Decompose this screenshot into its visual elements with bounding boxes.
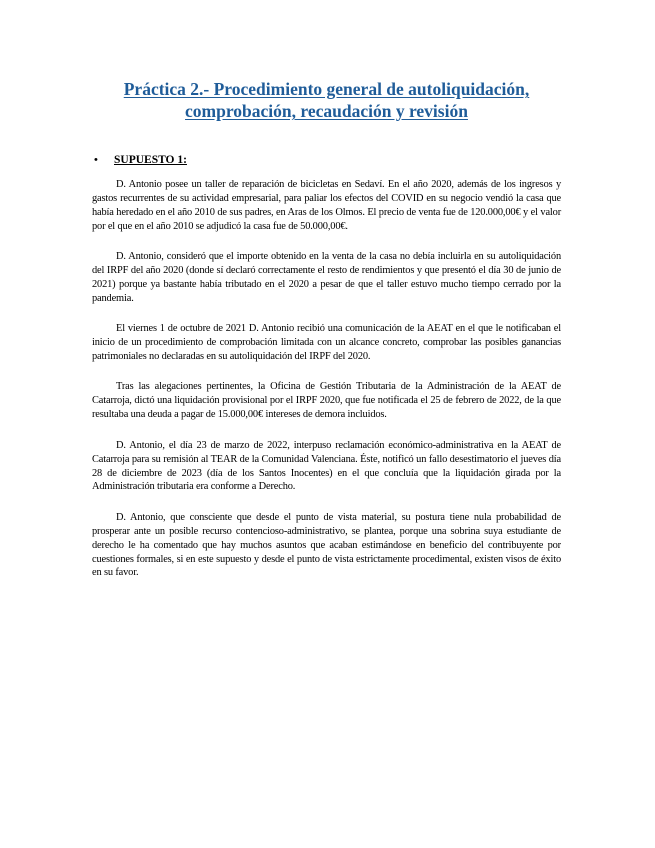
document-body bbox=[92, 178, 561, 580]
bullet-icon: • bbox=[94, 154, 98, 166]
section-header bbox=[92, 154, 561, 166]
paragraph-5: D. Antonio, el día 23 de marzo de 2022, interpuso reclamación económico-administrativa en la AEAT de Catarroja para su remisión al TEAR de la Comunidad Valenciana. Éste, notificó un fallo desestimatorio el jueves día 28 de diciembre de 2023 (día de los Santos Inocentes) en el que concluía que la liquidación girada por la Administración tributaria era conforme a Derecho. bbox=[92, 439, 561, 493]
paragraph-1: D. Antonio posee un taller de reparación de bicicletas en Sedaví. En el año 2020, además de los ingresos y gastos recurrentes de su actividad empresarial, para paliar los efectos del COVID en su negocio vendió la casa que había heredado en el año 2010 de sus padres, en Aras de los Olmos. El precio de venta fue de 120.000,00€ y el valor por el que en el año 2010 se adjudicó la casa fue de 50.000,00€. bbox=[92, 179, 561, 232]
section-heading: SUPUESTO 1: bbox=[114, 154, 187, 166]
paragraph-6: D. Antonio, que consciente que desde el punto de vista material, su postura tiene nula probabilidad de prosperar ante un posible recurso contencioso-administrativo, se plantea, porque una sobrina suya estudiante de derecho le ha comentado que hay muchos asuntos que acaban estimándose en beneficio del contribuyente por cuestiones formales, si en este supuesto y desde el punto de vista estrictamente procedimental, existen visos de éxito en su favor. bbox=[92, 511, 561, 579]
document-title: Práctica 2.- Procedimiento general de autoliquidación, comprobación, recaudación y revisión bbox=[123, 79, 530, 121]
paragraph-4: Tras las alegaciones pertinentes, la Oficina de Gestión Tributaria de la Administración de la AEAT de Catarroja, dictó una liquidación provisional por el IRPF 2020, que fue notificada el 25 de febrero de 2022, de la que resultaba una deuda a pagar de 15.000,00€ intereses de demora incluidos. bbox=[92, 381, 561, 421]
paragraph-2: D. Antonio, consideró que el importe obtenido en la venta de la casa no debía incluirla en su autoliquidación del IRPF del año 2020 (donde sí declaró correctamente el resto de rendimientos y que presentó el día 30 de junio de 2021) porque ya bastante había tributado en el 2020 a pesar de que el taller estuvo mucho tiempo cerrado por la pandemia. bbox=[92, 251, 561, 304]
paragraph-3: El viernes 1 de octubre de 2021 D. Antonio recibió una comunicación de la AEAT en el que le notificaban el inicio de un procedimiento de comprobación limitada con un alcance concreto, comprobar las posibles ganancias patrimoniales no declaradas en su autoliquidación del IRPF del 2020. bbox=[92, 323, 561, 363]
